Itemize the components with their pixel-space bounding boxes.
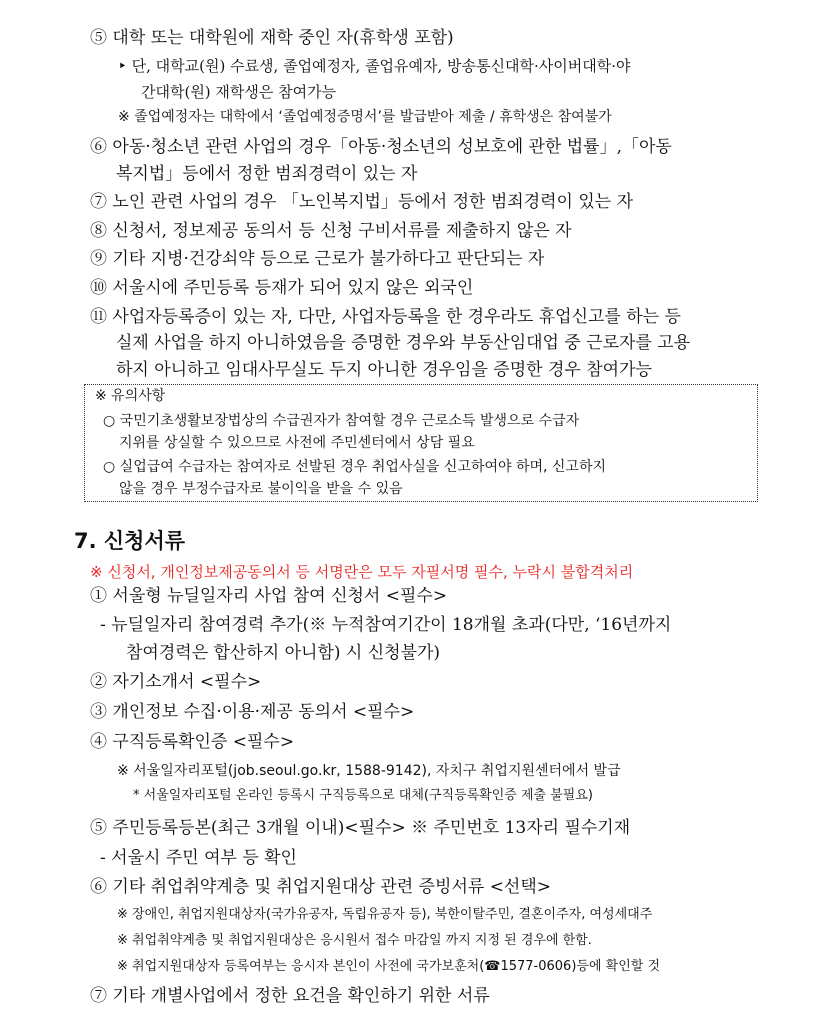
section-title: 7. 신청서류: [74, 529, 186, 553]
doc-6-other-proof: ⑥ 기타 취업취약계층 및 취업지원대상 관련 증빙서류 <선택>: [90, 877, 552, 897]
caution-line-3: ○ 실업급여 수급자는 참여자로 선발된 경우 취업사실을 신고하여야 하며, 신고하지: [103, 459, 607, 475]
doc-7-other-documents: ⑦ 기타 개별사업에서 정한 요건을 확인하기 위한 서류: [90, 986, 490, 1006]
item-11-cont-2: 하지 아니하고 임대사무실도 두지 아니한 경우임을 증명한 경우 참여가능: [116, 360, 652, 380]
doc-4-note: ※ 서울일자리포털(job.seoul.go.kr, 1588-9142), 자치구 취업지원센터에서 발급: [117, 763, 621, 779]
item-5-university-students: ⑤ 대학 또는 대학원에 재학 중인 자(휴학생 포함): [90, 28, 454, 48]
doc-1-history: - 뉴딜일자리 참여경력 추가(※ 누적참여기간이 18개월 초과(다만, ‘16년까지: [100, 615, 672, 635]
item-9-health: ⑨ 기타 지병·건강쇠약 등으로 근로가 불가하다고 판단되는 자: [90, 249, 545, 269]
item-5-exception: ‣ 단, 대학교(원) 수료생, 졸업예정자, 졸업유예자, 방송통신대학·사이버대학·야: [118, 57, 631, 75]
caution-box: [84, 384, 758, 502]
doc-1-application: ① 서울형 뉴딜일자리 사업 참여 신청서 <필수>: [90, 586, 448, 606]
item-10-foreigner: ⑩ 서울시에 주민등록 등재가 되어 있지 않은 외국인: [90, 278, 474, 298]
caution-heading: ※ 유의사항: [95, 388, 166, 404]
caution-line-4: 않을 경우 부정수급자로 불이익을 받을 수 있음: [119, 481, 403, 497]
doc-5-resident-registration: ⑤ 주민등록등본(최근 3개월 이내)<필수> ※ 주민번호 13자리 필수기재: [90, 818, 631, 838]
doc-6-note-2: ※ 취업취약계층 및 취업지원대상은 응시원서 접수 마감일 까지 지정 된 경우에 한함.: [117, 933, 592, 948]
item-6-child-youth: ⑥ 아동·청소년 관련 사업의 경우「아동·청소년의 성보호에 관한 법률」,「아동: [90, 137, 672, 157]
item-8-documents: ⑧ 신청서, 정보제공 동의서 등 신청 구비서류를 제출하지 않은 자: [90, 221, 572, 241]
item-6-cont: 복지법」등에서 정한 범죄경력이 있는 자: [116, 164, 418, 184]
doc-3-privacy-consent: ③ 개인정보 수집·이용·제공 동의서 <필수>: [90, 702, 415, 722]
signature-warning: ※ 신청서, 개인정보제공동의서 등 서명란은 모두 자필서명 필수, 누락시 불합격처리: [90, 563, 634, 581]
caution-line-2: 지위를 상실할 수 있으므로 사전에 주민센터에서 상담 필요: [119, 435, 475, 451]
doc-2-self-intro: ② 자기소개서 <필수>: [90, 672, 262, 692]
doc-6-note-1: ※ 장애인, 취업지원대상자(국가유공자, 독립유공자 등), 북한이탈주민, 결혼이주자, 여성세대주: [117, 907, 653, 922]
doc-1-history-cont: 참여경력은 합산하지 아니함) 시 신청불가): [126, 643, 441, 663]
doc-5-purpose: - 서울시 주민 여부 등 확인: [100, 848, 297, 868]
doc-6-note-3: ※ 취업지원대상자 등록여부는 응시자 본인이 사전에 국가보훈처(☎1577-0606)등에 확인할 것: [117, 959, 661, 974]
item-5-exception-cont: 간대학(원) 재학생은 참여가능: [141, 83, 337, 101]
item-5-note: ※ 졸업예정자는 대학에서 ‘졸업예정증명서’를 발급받아 제출 / 휴학생은 참여불가: [118, 109, 612, 125]
item-7-senior: ⑦ 노인 관련 사업의 경우 「노인복지법」등에서 정한 범죄경력이 있는 자: [90, 192, 634, 212]
item-11-cont-1: 실제 사업을 하지 아니하였음을 증명한 경우와 부동산임대업 중 근로자를 고용: [116, 333, 691, 353]
item-11-business: ⑪ 사업자등록증이 있는 자, 다만, 사업자등록을 한 경우라도 휴업신고를 하는 등: [90, 307, 681, 327]
doc-4-sub-note: * 서울일자리포털 온라인 등록시 구직등록으로 대체(구직등록확인증 제출 불필요): [133, 788, 593, 803]
doc-4-job-registration: ④ 구직등록확인증 <필수>: [90, 732, 295, 752]
caution-line-1: ○ 국민기초생활보장법상의 수급권자가 참여할 경우 근로소득 발생으로 수급자: [103, 413, 580, 429]
